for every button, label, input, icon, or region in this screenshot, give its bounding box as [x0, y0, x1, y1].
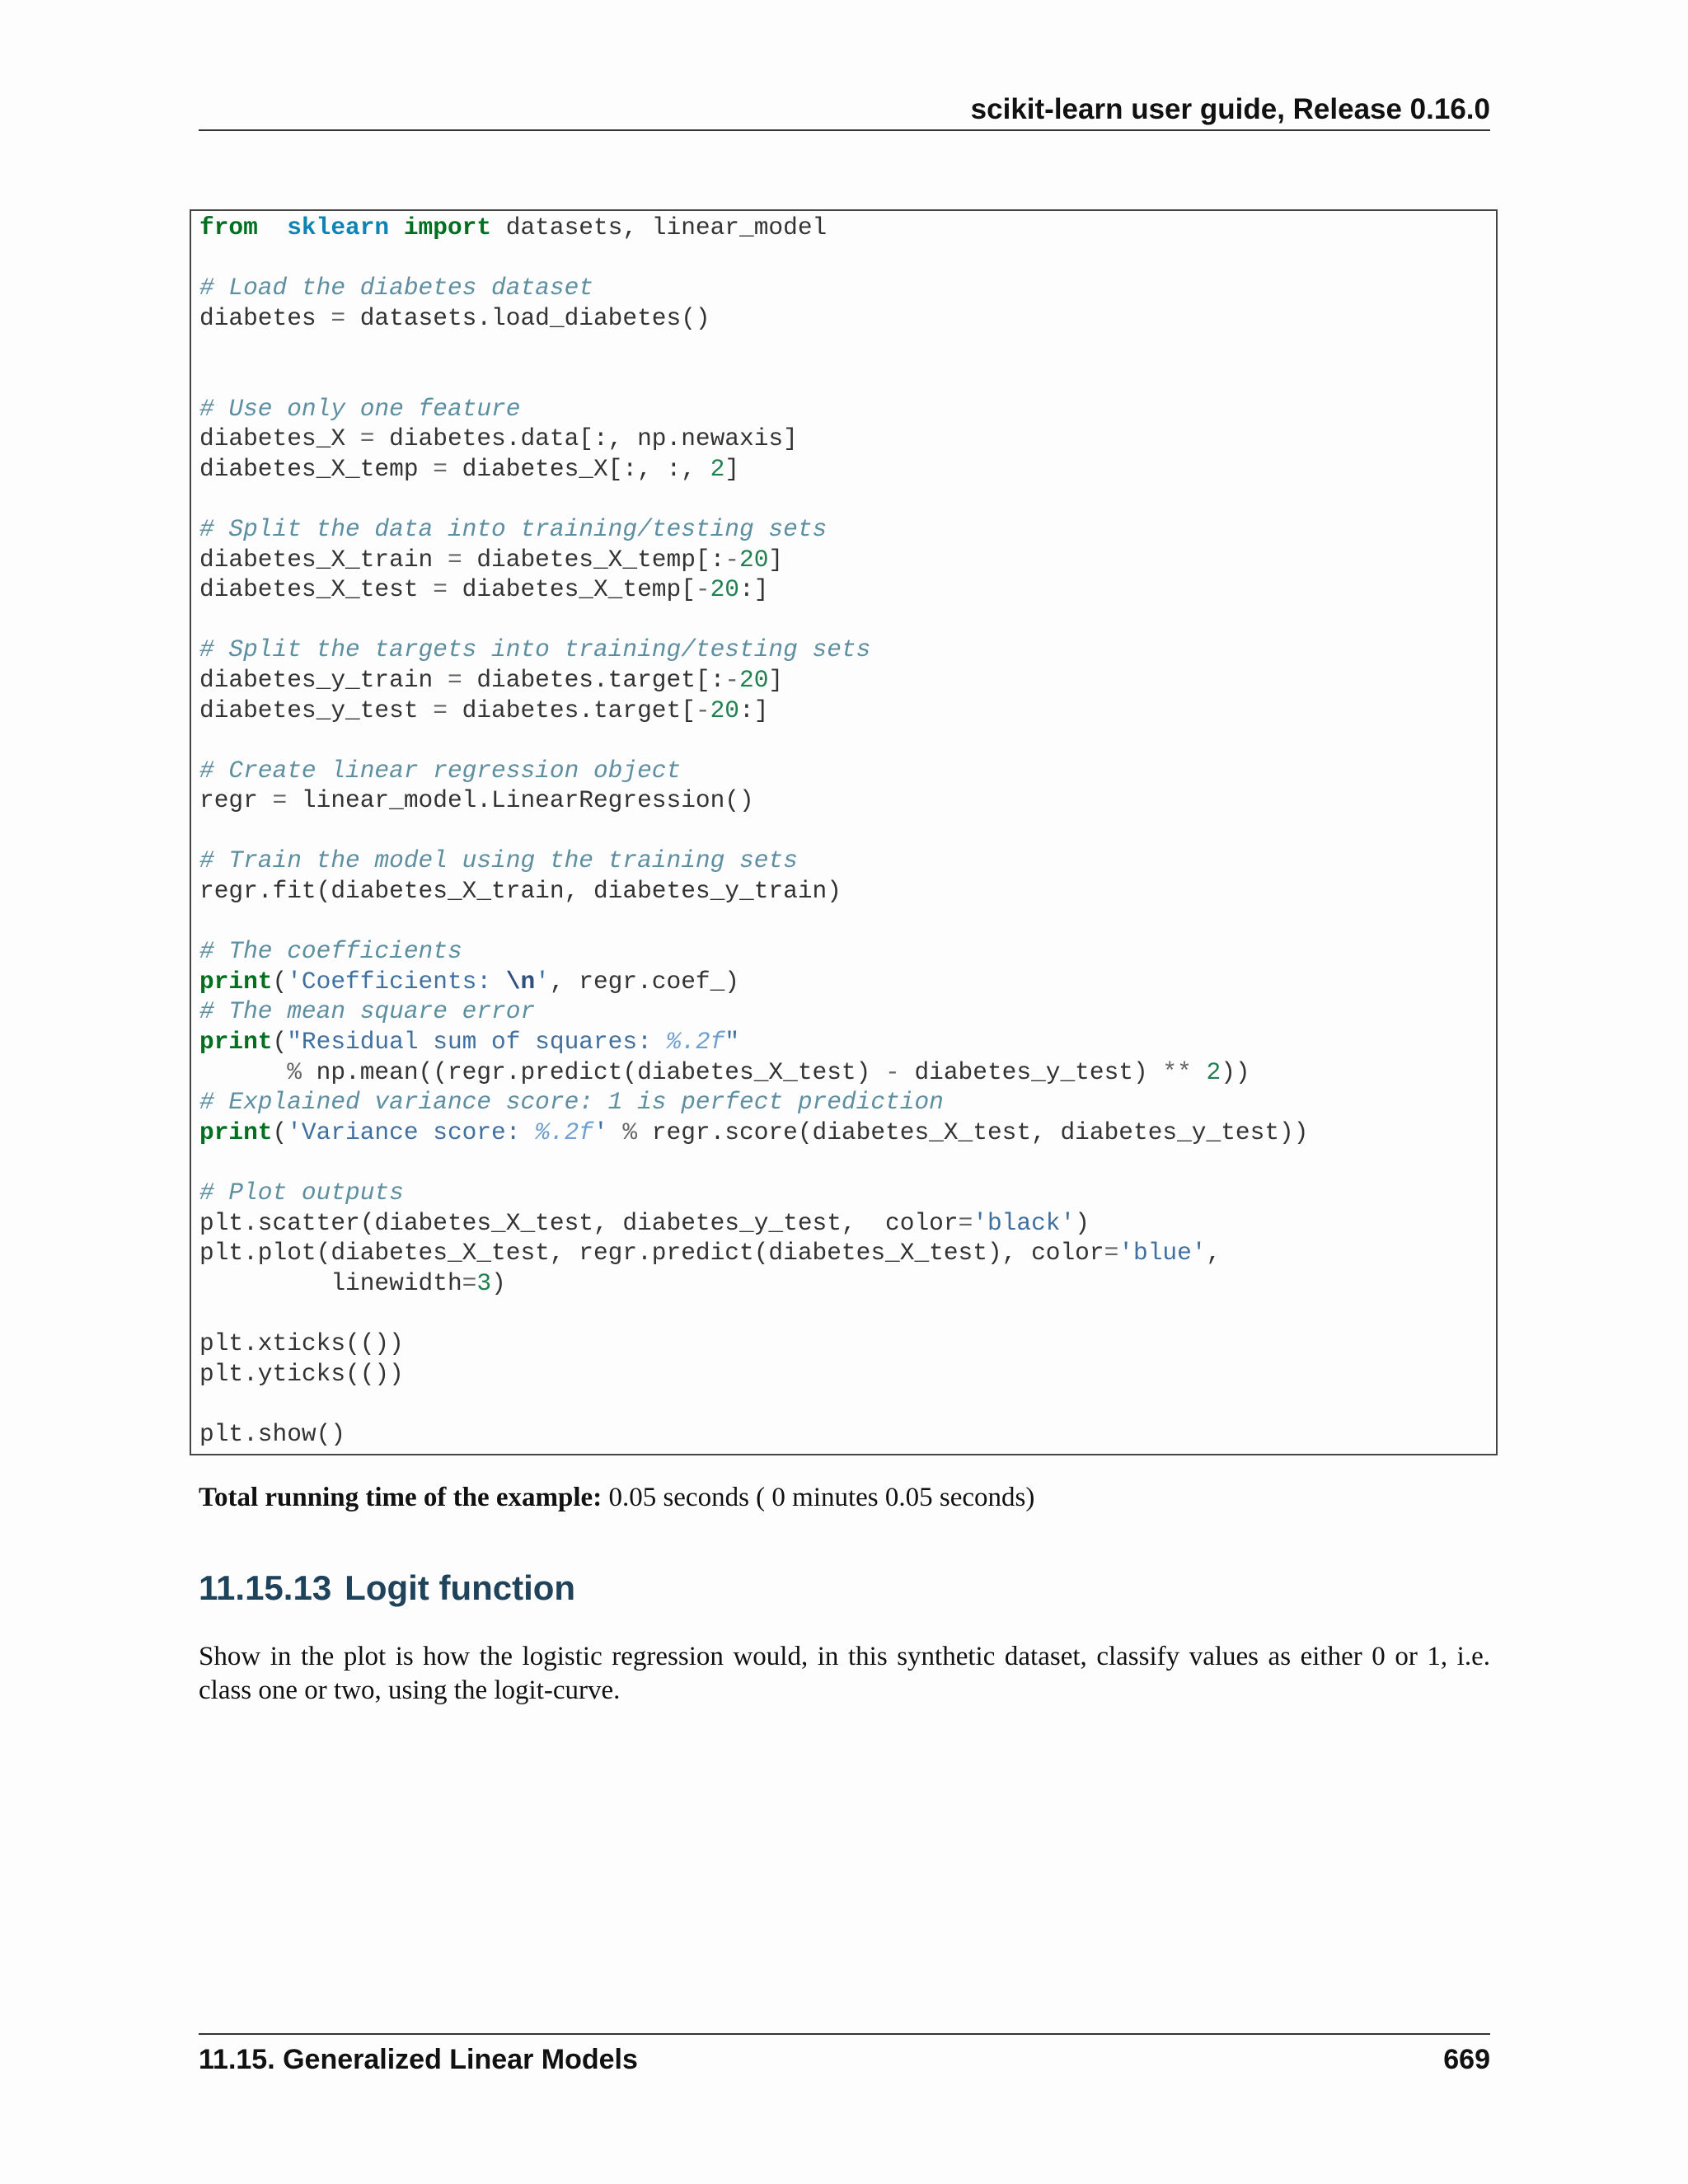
code-token: %	[287, 1057, 302, 1086]
code-token: diabetes_X[:, :,	[447, 454, 710, 483]
running-time-note	[199, 1479, 1034, 1516]
code-token: plt.plot(diabetes_X_test, regr.predict(diabetes_X_test), color	[199, 1239, 1104, 1268]
code-token: # The mean square error	[199, 997, 536, 1026]
code-token: linewidth	[199, 1268, 462, 1297]
code-token	[199, 1058, 287, 1086]
section-heading	[199, 1566, 575, 1610]
code-token: %	[622, 1118, 638, 1146]
code-token: datasets, linear_model	[491, 213, 828, 241]
code-token: plt.xticks(())	[199, 1329, 404, 1357]
code-token: ]	[768, 545, 784, 574]
code-line	[199, 785, 1308, 816]
code-token: -	[724, 545, 740, 574]
code-token: =	[1104, 1239, 1119, 1268]
code-token	[258, 213, 287, 241]
code-token: 20	[739, 545, 769, 574]
running-header: scikit-learn user guide, Release 0.16.0	[970, 93, 1490, 125]
code-token: regr.fit(diabetes_X_train, diabetes_y_train)	[199, 877, 842, 906]
code-block	[190, 209, 1498, 1455]
code-line	[199, 1057, 1308, 1088]
code-token: =	[433, 696, 448, 724]
code-token: \n	[505, 967, 536, 996]
section-number: 11.15.13	[199, 1568, 332, 1607]
code-token: 'blue'	[1118, 1239, 1207, 1268]
footer-rule	[199, 2033, 1490, 2035]
code-token: :]	[739, 696, 769, 724]
code-line	[199, 816, 1308, 846]
section-title: Logit function	[345, 1568, 576, 1607]
code-token: =	[433, 575, 448, 604]
code-token: # Load the diabetes dataset	[199, 274, 593, 302]
code-line	[199, 1359, 1308, 1390]
code-token: 3	[476, 1268, 492, 1297]
code-line	[199, 876, 1308, 907]
code-token: 20	[739, 665, 769, 694]
code-token: '	[593, 1118, 608, 1146]
code-token: diabetes_X_temp[:	[462, 545, 725, 574]
code-token	[608, 1118, 623, 1146]
code-token: -	[695, 575, 710, 604]
code-token: 'Variance score:	[287, 1118, 536, 1146]
code-line	[199, 1329, 1308, 1359]
code-token: regr.score(diabetes_X_test, diabetes_y_test))	[637, 1118, 1309, 1146]
code-token: , regr.coef_)	[549, 967, 740, 996]
code-token: %.2f	[666, 1028, 725, 1057]
code-token: diabetes.target[:	[462, 665, 725, 694]
code-line	[199, 213, 1308, 243]
code-token: diabetes_X_test	[199, 575, 434, 604]
code-token: )	[491, 1268, 506, 1297]
code-token: plt.yticks(())	[199, 1359, 404, 1388]
code-token: # Split the data into training/testing sets	[199, 514, 828, 543]
code-token: =	[447, 545, 462, 574]
code-token: diabetes_y_test	[199, 696, 434, 724]
code-token: diabetes_y_test)	[899, 1057, 1163, 1086]
code-token: 2	[1191, 1057, 1221, 1086]
code-line	[199, 1238, 1308, 1268]
code-token: =	[958, 1208, 973, 1237]
code-line	[199, 454, 1308, 485]
code-line	[199, 363, 1308, 394]
code-token: -	[695, 696, 710, 724]
code-token: ))	[1221, 1057, 1250, 1086]
code-token: import	[389, 213, 492, 241]
code-token: 20	[710, 575, 740, 604]
code-token: (	[272, 1028, 288, 1057]
code-line	[199, 514, 1308, 545]
code-line	[199, 1147, 1308, 1178]
code-token: # Train the model using the training sets	[199, 846, 798, 875]
code-token: -	[885, 1057, 900, 1086]
code-token: %.2f	[535, 1118, 593, 1146]
code-token: :]	[739, 575, 769, 604]
code-token: "	[724, 1028, 740, 1057]
code-line	[199, 1419, 1308, 1450]
code-line	[199, 545, 1308, 575]
header-rule	[199, 129, 1490, 131]
code-token: -	[724, 665, 740, 694]
code-line	[199, 725, 1308, 756]
code-token: (	[272, 1118, 288, 1146]
code-token: )	[1075, 1208, 1090, 1237]
code-token: 'Coefficients:	[287, 967, 506, 996]
code-token: 2	[710, 454, 725, 483]
code-line	[199, 333, 1308, 363]
code-line	[199, 756, 1308, 786]
code-token: =	[331, 303, 346, 332]
code-token: plt.show()	[199, 1419, 346, 1448]
code-token: print	[199, 967, 273, 996]
code-token: diabetes_X	[199, 424, 360, 453]
code-line	[199, 665, 1308, 696]
code-token: =	[433, 454, 448, 483]
code-token: =	[359, 424, 375, 453]
code-line	[199, 1087, 1308, 1118]
code-line	[199, 1118, 1308, 1148]
code-line	[199, 1298, 1308, 1329]
code-token: =	[272, 786, 288, 815]
code-token: **	[1162, 1057, 1192, 1086]
code-line	[199, 394, 1308, 424]
code-line	[199, 273, 1308, 303]
code-line	[199, 605, 1308, 635]
code-token: regr	[199, 786, 273, 815]
code-token: ,	[1206, 1239, 1221, 1268]
code-line	[199, 967, 1308, 997]
code-token: # Create linear regression object	[199, 756, 682, 785]
code-line	[199, 635, 1308, 665]
code-line	[199, 1268, 1308, 1299]
code-token: # Use only one feature	[199, 394, 521, 423]
code-token: =	[447, 665, 462, 694]
code-line	[199, 1389, 1308, 1419]
code-token: =	[462, 1268, 477, 1297]
code-token: # Explained variance score: 1 is perfect prediction	[199, 1088, 944, 1117]
running-time-label: Total running time of the example:	[199, 1483, 603, 1512]
footer-chapter-title: 11.15. Generalized Linear Models	[199, 2044, 638, 2075]
code-line	[199, 303, 1308, 334]
code-token: 20	[710, 696, 740, 724]
code-token: (	[272, 967, 288, 996]
code-line	[199, 574, 1308, 605]
code-token: plt.scatter(diabetes_X_test, diabetes_y_test, color	[199, 1208, 959, 1237]
code-line	[199, 424, 1308, 454]
code-listing	[199, 213, 1308, 1449]
code-token: diabetes_X_temp[	[447, 575, 696, 604]
code-line	[199, 243, 1308, 274]
code-token: print	[199, 1028, 273, 1057]
code-line	[199, 1178, 1308, 1208]
code-token: ]	[724, 454, 740, 483]
section-paragraph: Show in the plot is how the logistic regression would, in this synthetic dataset, classify values as either 0 or 1, i.e. class one or two, using the logit-curve.	[199, 1642, 1490, 1705]
code-line	[199, 1027, 1308, 1057]
code-token: diabetes	[199, 303, 331, 332]
code-line	[199, 907, 1308, 937]
code-token: 'black'	[973, 1208, 1076, 1237]
code-token: diabetes.target[	[447, 696, 696, 724]
code-token: ]	[768, 665, 784, 694]
code-token: print	[199, 1118, 273, 1146]
page-number: 669	[1443, 2044, 1490, 2075]
code-token: datasets.load_diabetes()	[345, 303, 710, 332]
code-token: # Plot outputs	[199, 1179, 404, 1207]
code-line	[199, 936, 1308, 967]
code-line	[199, 846, 1308, 876]
code-token: '	[535, 967, 550, 996]
code-token: diabetes_y_train	[199, 665, 448, 694]
code-line	[199, 996, 1308, 1027]
running-time-value: 0.05 seconds ( 0 minutes 0.05 seconds)	[602, 1483, 1035, 1512]
code-token: linear_model.LinearRegression()	[287, 786, 754, 815]
code-token: np.mean((regr.predict(diabetes_X_test)	[301, 1057, 886, 1086]
code-token: # Split the targets into training/testing sets	[199, 635, 871, 664]
code-token: diabetes.data[:, np.newaxis]	[374, 424, 798, 453]
code-token: diabetes_X_temp	[199, 454, 434, 483]
code-line	[199, 1208, 1308, 1239]
code-token: diabetes_X_train	[199, 545, 448, 574]
code-token: "Residual sum of squares:	[287, 1028, 667, 1057]
code-token: # The coefficients	[199, 937, 462, 966]
code-line	[199, 484, 1308, 514]
code-token: sklearn	[287, 213, 390, 241]
code-token: from	[199, 213, 258, 241]
code-line	[199, 696, 1308, 726]
